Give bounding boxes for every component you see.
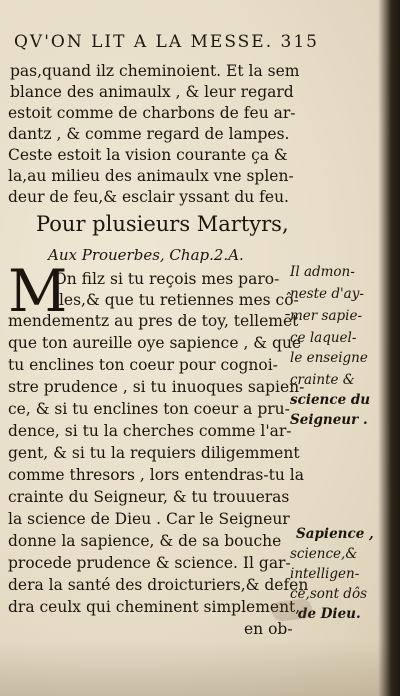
body-line: gent, & si tu la requiers diligemment <box>8 444 300 462</box>
margin-note: neste d'ay- <box>290 286 364 302</box>
body-line: dera la santé des droicturiers,& defen <box>8 576 309 594</box>
body-line: donne la sapience, & de sa bouche <box>8 532 282 550</box>
body-line: que ton aureille oye sapience , & que <box>8 334 302 352</box>
body-line: crainte du Seigneur, & tu trouueras <box>8 488 290 506</box>
drop-cap: M <box>8 257 68 325</box>
body-line: blance des animaulx , & leur regard <box>10 83 294 101</box>
body-line: dra ceulx qui cheminent simplement, <box>8 598 301 616</box>
book-gutter-edge <box>378 0 400 696</box>
running-header: QV'ON LIT A LA MESSE. 315 <box>14 32 319 52</box>
margin-note: crainte & <box>290 372 355 388</box>
margin-note: ce,sont dôs <box>290 586 368 602</box>
margin-note: science,& <box>290 546 358 562</box>
body-line: la,au milieu des animaulx vne splen- <box>8 167 294 185</box>
body-line: ce, & si tu enclines ton coeur a pru- <box>8 400 290 418</box>
margin-note: ce laquel- <box>290 330 357 346</box>
margin-note: Il admon- <box>290 264 355 280</box>
body-line: lles,& que tu retiennes mes cô- <box>54 291 299 309</box>
scripture-reference: Aux Prouerbes, Chap.2.A. <box>48 246 244 264</box>
margin-note: Sapience , <box>296 526 374 542</box>
margin-note: intelligen- <box>290 566 360 582</box>
body-line: pas,quand ilz cheminoient. Et la sem <box>10 62 300 80</box>
catchword: en ob- <box>244 620 293 638</box>
margin-note: Seigneur . <box>290 412 368 428</box>
body-line: procede prudence & science. Il gar- <box>8 554 291 572</box>
body-line: estoit comme de charbons de feu ar- <box>8 104 296 122</box>
page-bottom-margin <box>0 640 400 696</box>
margin-note: le enseigne <box>290 350 368 366</box>
margin-note: mer sapie- <box>290 308 363 324</box>
body-line: tu enclines ton coeur pour cognoi- <box>8 356 278 374</box>
body-line: la science de Dieu . Car le Seigneur <box>8 510 290 528</box>
body-line: On filz si tu reçois mes paro- <box>54 270 280 288</box>
margin-note: de Dieu. <box>298 606 361 622</box>
body-line: comme thresors , lors entendras-tu la <box>8 466 304 484</box>
body-line: dantz , & comme regard de lampes. <box>8 125 290 143</box>
body-line: mendementz au pres de toy, tellemēt <box>8 312 299 330</box>
body-line: deur de feu,& esclair yssant du feu. <box>8 188 289 206</box>
section-title: Pour plusieurs Martyrs, <box>36 212 289 236</box>
body-line: stre prudence , si tu inuoques sapien- <box>8 378 305 396</box>
body-line: dence, si tu la cherches comme l'ar- <box>8 422 292 440</box>
margin-note: science du <box>290 392 371 408</box>
body-line: Ceste estoit la vision courante ça & <box>8 146 288 164</box>
